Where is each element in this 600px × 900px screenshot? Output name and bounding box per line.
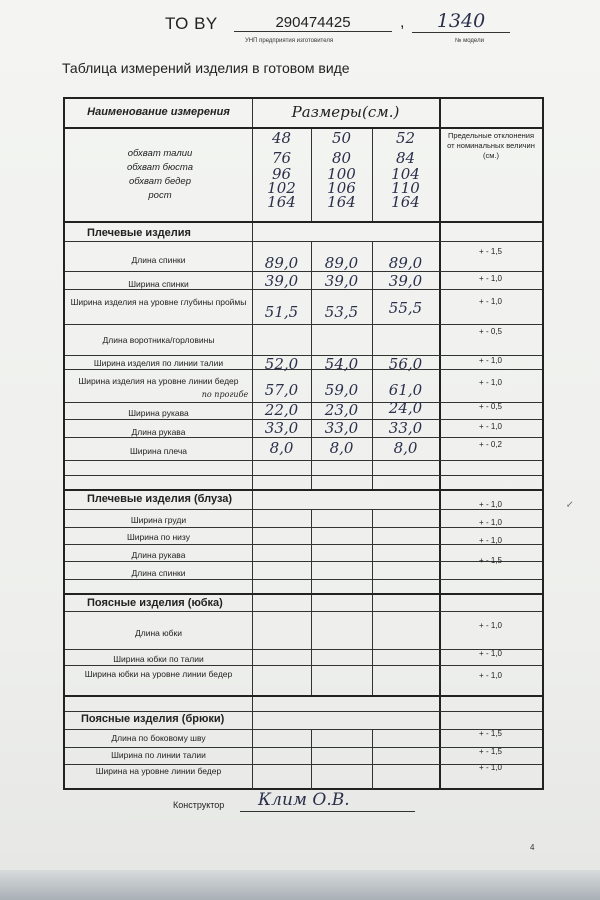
- row-note: по прогибе: [201, 390, 249, 399]
- col-divider: [372, 509, 373, 611]
- document-header: [0, 0, 600, 60]
- row-value: 23,0: [324, 401, 359, 419]
- col-header-tolerance: Предельные отклонения от номинальных величин (см.): [447, 131, 535, 160]
- row-name: Ширина по низу: [127, 532, 190, 542]
- row-name: Ширина плеча: [130, 446, 187, 456]
- row-name: Длина юбки: [135, 628, 182, 638]
- row-tolerance: + - 1,5: [479, 747, 502, 756]
- unp-value: 290474425: [234, 14, 392, 32]
- param-label-height: рост: [148, 190, 172, 201]
- row-name: Длина спинки: [131, 568, 186, 578]
- row-name: Длина воротника/горловины: [102, 335, 215, 345]
- pen-mark: ↙: [566, 500, 574, 510]
- section-title-shoulder: Плечевые изделия: [87, 227, 191, 239]
- row-divider: [65, 579, 542, 580]
- row-value: 54,0: [324, 355, 359, 373]
- row-value: 22,0: [264, 401, 299, 419]
- row-value: 55,5: [388, 299, 423, 317]
- row-divider: [65, 593, 542, 595]
- param-label-hips: обхват бедер: [129, 176, 191, 187]
- row-tolerance: + - 1,0: [479, 297, 502, 306]
- row-value: 33,0: [324, 419, 359, 437]
- bust-52: 104: [391, 165, 420, 183]
- row-tolerance: + - 1,0: [479, 378, 502, 387]
- param-label-bust: обхват бюста: [127, 162, 193, 173]
- row-name: Ширина изделия на уровне глубины проймы: [70, 297, 247, 307]
- col-divider: [372, 611, 373, 695]
- col-divider: [372, 729, 373, 790]
- row-tolerance: + - 1,0: [479, 500, 502, 509]
- row-name: Ширина изделия на уровне линии бедер: [78, 376, 239, 386]
- model-number: 1340: [412, 10, 510, 33]
- param-label-waist: обхват талии: [127, 148, 193, 159]
- row-divider: [65, 324, 542, 325]
- row-name: Ширина по линии талии: [111, 750, 206, 760]
- row-tolerance: + - 1,0: [479, 763, 502, 772]
- row-value: 89,0: [264, 254, 299, 272]
- measurements-table: [63, 97, 544, 790]
- row-value: 53,5: [324, 303, 359, 321]
- row-tolerance: + - 1,0: [479, 274, 502, 283]
- row-name: Ширина на уровне линии бедер: [95, 766, 222, 776]
- row-name: Длина по боковому шву: [111, 733, 206, 743]
- row-divider: [65, 460, 542, 461]
- row-name: Ширина юбки на уровне линии бедер: [84, 669, 233, 679]
- row-value: 89,0: [324, 254, 359, 272]
- page-number: 4: [530, 843, 535, 852]
- constructor-label: Конструктор: [173, 800, 225, 810]
- row-divider: [65, 489, 542, 491]
- row-tolerance: + - 1,5: [479, 556, 502, 565]
- waist-52: 84: [395, 149, 416, 167]
- row-name: Длина рукава: [131, 427, 186, 437]
- row-tolerance: + - 0,5: [479, 402, 502, 411]
- constructor-signature: Клим О.В.: [258, 790, 350, 810]
- hips-50: 106: [327, 179, 356, 197]
- page-title: Таблица измерений изделия в готовом виде: [62, 60, 350, 76]
- row-divider: [65, 509, 542, 510]
- row-value: 39,0: [324, 272, 359, 290]
- row-name: Ширина юбки по талии: [113, 654, 204, 664]
- col-header-sizes: Размеры(см.): [291, 103, 400, 121]
- row-divider: [65, 475, 542, 476]
- row-value: 89,0: [388, 254, 423, 272]
- row-value: 57,0: [264, 381, 299, 399]
- to-by-label: ТО BY: [165, 14, 218, 33]
- row-name: Ширина спинки: [128, 279, 189, 289]
- row-value: 33,0: [264, 419, 299, 437]
- row-value: 61,0: [388, 381, 423, 399]
- table-surface-edge: [0, 870, 600, 900]
- row-name: Длина спинки: [131, 255, 186, 265]
- size-52: 52: [395, 129, 416, 147]
- row-divider: [65, 695, 542, 697]
- col-divider: [311, 611, 312, 695]
- row-divider: [65, 711, 542, 712]
- row-tolerance: + - 1,0: [479, 671, 502, 680]
- row-tolerance: + - 1,0: [479, 649, 502, 658]
- section-title-blouse: Плечевые изделия (блуза): [87, 493, 233, 505]
- unp-caption: УНП предприятия изготовителя: [245, 38, 334, 44]
- col-header-name: Наименование измерения: [87, 106, 230, 118]
- row-tolerance: + - 0,5: [479, 327, 502, 336]
- model-caption: № модели: [455, 38, 484, 44]
- bust-48: 96: [271, 165, 292, 183]
- row-tolerance: + - 1,0: [479, 356, 502, 365]
- row-value: 39,0: [264, 272, 299, 290]
- row-value: 8,0: [329, 439, 354, 457]
- row-tolerance: + - 1,5: [479, 247, 502, 256]
- row-tolerance: + - 1,0: [479, 536, 502, 545]
- height-50: 164: [327, 193, 356, 211]
- row-value: 51,5: [264, 303, 299, 321]
- height-52: 164: [391, 193, 420, 211]
- row-tolerance: + - 1,0: [479, 621, 502, 630]
- row-divider: [65, 241, 542, 242]
- section-title-trousers: Поясные изделия (брюки): [81, 713, 225, 725]
- bust-50: 100: [327, 165, 356, 183]
- row-value: 56,0: [388, 355, 423, 373]
- row-divider: [65, 527, 542, 528]
- row-value: 8,0: [269, 439, 294, 457]
- row-value: 24,0: [388, 399, 423, 417]
- row-divider: [65, 665, 542, 666]
- row-value: 59,0: [324, 381, 359, 399]
- row-tolerance: + - 1,0: [479, 518, 502, 527]
- section-title-skirt: Поясные изделия (юбка): [87, 597, 223, 609]
- height-48: 164: [267, 193, 296, 211]
- row-tolerance: + - 1,0: [479, 422, 502, 431]
- size-50: 50: [331, 129, 352, 147]
- row-divider: [65, 611, 542, 612]
- hips-48: 102: [267, 179, 296, 197]
- header-comma: ,: [400, 14, 405, 31]
- row-name: Ширина рукава: [128, 408, 189, 418]
- hips-52: 110: [391, 179, 420, 197]
- waist-50: 80: [331, 149, 352, 167]
- col-divider: [311, 509, 312, 611]
- size-48: 48: [271, 129, 292, 147]
- row-name: Ширина изделия по линии талии: [93, 358, 224, 368]
- row-tolerance: + - 1,5: [479, 729, 502, 738]
- row-value: 52,0: [264, 355, 299, 373]
- col-divider: [311, 729, 312, 790]
- row-value: 33,0: [388, 419, 423, 437]
- row-divider: [65, 221, 542, 223]
- row-tolerance: + - 0,2: [479, 440, 502, 449]
- row-name: Длина рукава: [131, 550, 186, 560]
- row-value: 8,0: [393, 439, 418, 457]
- waist-48: 76: [271, 149, 292, 167]
- row-name: Ширина груди: [130, 515, 187, 525]
- row-value: 39,0: [388, 272, 423, 290]
- row-divider: [65, 437, 542, 438]
